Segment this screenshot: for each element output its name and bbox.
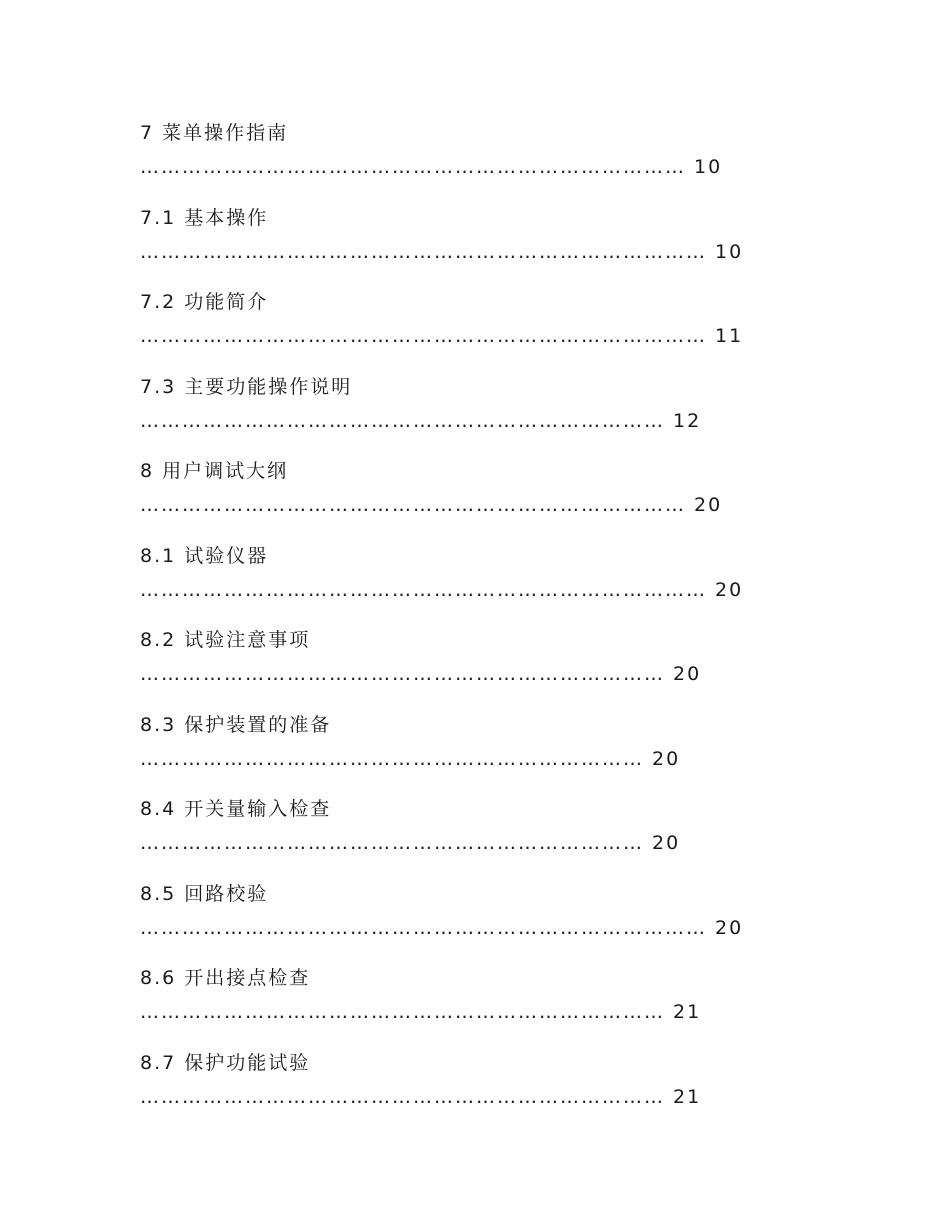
toc-entry-title: 8.5 回路校验 [140,882,269,905]
toc-entry-title: 8.7 保护功能试验 [140,1051,311,1074]
toc-entry[interactable] [140,963,840,1048]
toc-entry-title: 8 用户调试大纲 [140,460,289,482]
toc-entry-leader-page: ……………………………………………………………………… 10 [140,240,744,263]
toc-entry-leader-page: …………………………………………………………………… 10 [140,156,723,178]
toc-entry-title: 7.1 基本操作 [140,206,269,229]
toc-entry-leader-page: ……………………………………………………………… 20 [140,747,681,770]
toc-entry-title: 7.3 主要功能操作说明 [140,375,353,398]
toc-entry-leader-page: ………………………………………………………………… 21 [140,1001,702,1023]
toc-entry[interactable] [140,203,840,288]
toc-entry-title: 8.6 开出接点检查 [140,967,311,989]
toc-entry[interactable] [140,287,840,372]
toc-entry[interactable] [140,710,840,795]
toc-entry-leader-page: ……………………………………………………………………… 20 [140,578,744,601]
toc-entry[interactable] [140,456,840,541]
toc-entry-title: 8.2 试验注意事项 [140,629,311,651]
toc-entry-leader-page: …………………………………………………………………… 20 [140,494,723,516]
toc-entry-leader-page: ……………………………………………………………… 20 [140,832,681,854]
toc-entry-leader-page: ………………………………………………………………… 20 [140,663,702,685]
toc-entry-leader-page: ………………………………………………………………… 12 [140,409,702,432]
toc-entry-leader-page: ……………………………………………………………………… 11 [140,325,744,347]
toc-entry[interactable] [140,1048,840,1133]
table-of-contents [140,118,840,1132]
toc-entry[interactable] [140,794,840,879]
toc-entry[interactable] [140,372,840,457]
toc-entry[interactable] [140,879,840,964]
toc-entry-title: 8.3 保护装置的准备 [140,713,332,736]
toc-entry-leader-page: ………………………………………………………………… 21 [140,1085,702,1108]
toc-entry[interactable] [140,118,840,203]
toc-entry-title: 7 菜单操作指南 [140,122,289,144]
toc-entry-title: 7.2 功能简介 [140,291,269,313]
toc-entry-title: 8.4 开关量输入检查 [140,798,332,820]
toc-entry[interactable] [140,625,840,710]
toc-entry[interactable] [140,541,840,626]
toc-entry-title: 8.1 试验仪器 [140,544,269,567]
toc-entry-leader-page: ……………………………………………………………………… 20 [140,916,744,939]
